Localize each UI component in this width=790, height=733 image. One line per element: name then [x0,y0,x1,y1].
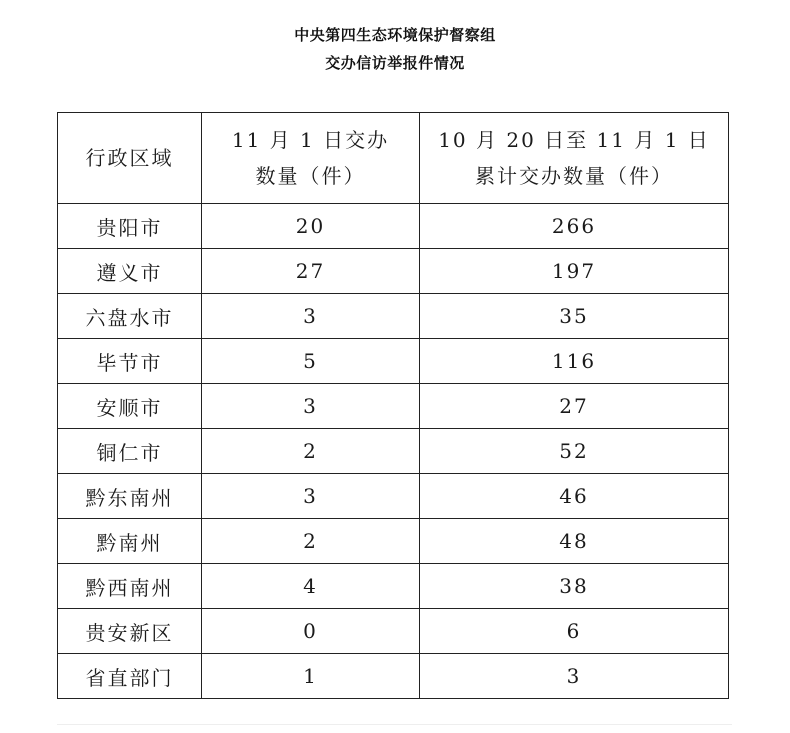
region-cell: 六盘水市 [58,294,202,339]
daily-count-cell: 3 [202,294,420,339]
table-row [58,429,729,474]
cumulative-count-cell: 266 [420,204,729,249]
daily-count-cell: 0 [202,609,420,654]
header-cumulative-count-line1: 10 月 20 日至 11 月 1 日 [438,128,710,152]
region-cell: 黔南州 [58,519,202,564]
cumulative-count-cell: 35 [420,294,729,339]
region-cell: 安顺市 [58,384,202,429]
document-title: 中央第四生态环境保护督察组 [294,26,496,44]
cumulative-count-cell: 6 [420,609,729,654]
header-cumulative-count-line2: 累计交办数量（件） [475,164,673,188]
cumulative-count-cell: 116 [420,339,729,384]
table-row [58,654,729,699]
daily-count-cell: 2 [202,519,420,564]
daily-count-cell: 2 [202,429,420,474]
cumulative-count-cell: 46 [420,474,729,519]
document-subtitle: 交办信访举报件情况 [325,54,465,72]
header-region-label: 行政区域 [85,146,174,170]
table-row [58,384,729,429]
footer-divider [57,724,732,725]
region-cell: 黔西南州 [58,564,202,609]
region-cell: 黔东南州 [58,474,202,519]
region-cell: 贵安新区 [58,609,202,654]
table-row [58,609,729,654]
region-cell: 省直部门 [58,654,202,699]
table-body [58,204,729,699]
cumulative-count-cell: 52 [420,429,729,474]
header-row [58,113,729,204]
region-cell: 贵阳市 [58,204,202,249]
table-row [58,339,729,384]
daily-count-cell: 3 [202,474,420,519]
table-row [58,564,729,609]
daily-count-cell: 5 [202,339,420,384]
daily-count-cell: 4 [202,564,420,609]
header-region [58,113,202,204]
daily-count-cell: 3 [202,384,420,429]
header-daily-count-line1: 11 月 1 日交办 [231,128,390,152]
header-daily-count [202,113,420,204]
table-row [58,519,729,564]
daily-count-cell: 27 [202,249,420,294]
table-row [58,474,729,519]
cumulative-count-cell: 48 [420,519,729,564]
region-cell: 毕节市 [58,339,202,384]
table-header [58,113,729,204]
daily-count-cell: 20 [202,204,420,249]
daily-count-cell: 1 [202,654,420,699]
region-cell: 铜仁市 [58,429,202,474]
table-row [58,204,729,249]
region-cell: 遵义市 [58,249,202,294]
header-cumulative-count [420,113,729,204]
cumulative-count-cell: 27 [420,384,729,429]
cumulative-count-cell: 3 [420,654,729,699]
table-row [58,249,729,294]
header-daily-count-line2: 数量（件） [255,164,366,188]
complaints-table [57,112,729,699]
table-row [58,294,729,339]
cumulative-count-cell: 38 [420,564,729,609]
cumulative-count-cell: 197 [420,249,729,294]
